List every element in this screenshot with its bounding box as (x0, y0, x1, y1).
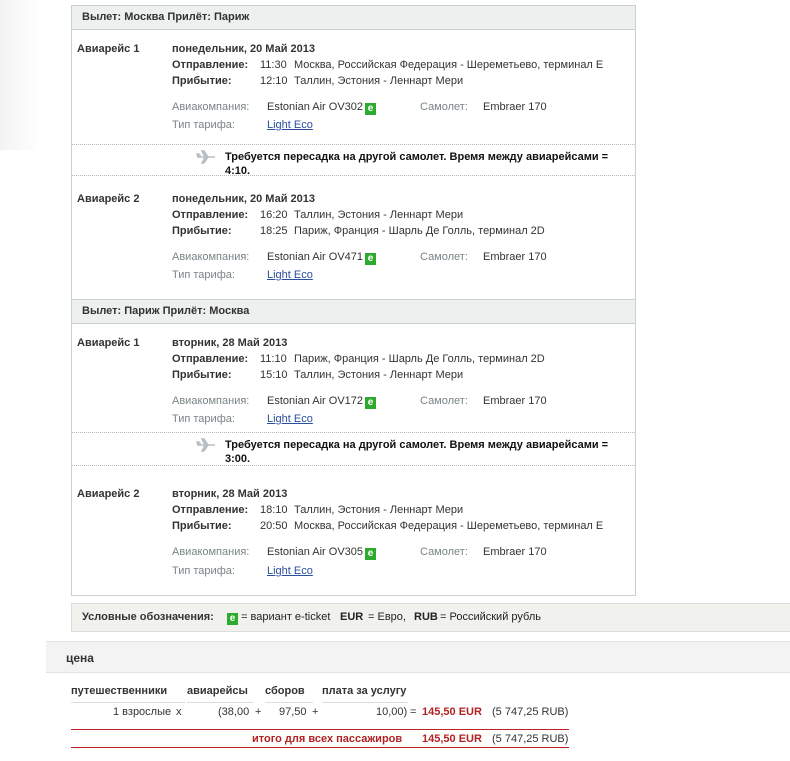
plus-sign: + (255, 706, 262, 718)
departure-label: Отправление: (172, 353, 249, 365)
header-underline (322, 702, 408, 703)
flight-label: Авиарейс 2 (77, 488, 140, 500)
fare-link[interactable]: Light Eco (267, 269, 313, 281)
departure-time: 18:10 (260, 504, 288, 516)
equals-sign: = (410, 706, 417, 718)
arrival-time: 15:10 (260, 369, 288, 381)
legend-eticket-text: = вариант e-ticket (241, 611, 331, 623)
service-amount: 10,00) (376, 706, 408, 718)
legend-eur-text: = Евро, (368, 611, 406, 623)
outbound-itinerary (71, 5, 636, 300)
airplane-icon (196, 438, 216, 452)
col-header-service: плата за услугу (322, 685, 407, 697)
total-top-rule (71, 729, 569, 730)
flight-date: понедельник, 20 Май 2013 (172, 193, 315, 205)
airline-label: Авиакомпания: (172, 101, 250, 113)
inbound-itinerary (71, 299, 636, 596)
arrival-place: Париж, Франция - Шарль Де Голль, терминал 2D (294, 225, 545, 237)
departure-time: 11:10 (260, 353, 287, 365)
outbound-header: Вылет: Москва Прилёт: Париж (72, 6, 635, 30)
aircraft-label: Самолет: (420, 395, 468, 407)
aircraft-value: Embraer 170 (483, 101, 547, 113)
legend-rub-text: = Российский рубль (440, 611, 541, 623)
header-underline (187, 702, 253, 703)
fare-label: Тип тарифа: (172, 413, 235, 425)
aircraft-value: Embraer 170 (483, 546, 547, 558)
arrival-time: 20:50 (260, 520, 288, 532)
departure-label: Отправление: (172, 504, 249, 516)
col-header-flights: авиарейсы (187, 685, 248, 697)
price-title: цена (66, 651, 94, 665)
col-header-fees: сборов (265, 685, 305, 697)
connection-message: Требуется пересадка на другой самолет. Время между авиарейсами = 3:00. (225, 439, 609, 465)
arrival-label: Прибытие: (172, 225, 232, 237)
arrival-time: 18:25 (260, 225, 288, 237)
flight-date: понедельник, 20 Май 2013 (172, 43, 315, 55)
left-shade (0, 0, 40, 150)
departure-place: Париж, Франция - Шарль Де Голль, терминал 2D (294, 353, 545, 365)
airline-name: Estonian Air OV305 (267, 546, 364, 558)
arrival-place: Таллин, Эстония - Леннарт Мери (294, 75, 464, 87)
flight-label: Авиарейс 1 (77, 43, 140, 55)
eticket-icon: e (365, 103, 376, 115)
departure-label: Отправление: (172, 59, 249, 71)
arrival-label: Прибытие: (172, 369, 232, 381)
connection-notice (72, 144, 635, 176)
total-bottom-rule (71, 747, 569, 748)
inbound-header: Вылет: Париж Прилёт: Москва (72, 300, 635, 324)
airline-name: Estonian Air OV302 (267, 101, 364, 113)
legend-title: Условные обозначения: (82, 611, 214, 623)
total-rub: (5 747,25 RUB) (492, 733, 569, 745)
eticket-icon: e (365, 548, 376, 560)
airplane-icon (196, 150, 216, 164)
fare-label: Тип тарифа: (172, 565, 235, 577)
legend-rub-code: RUB (414, 611, 438, 623)
fare-label: Тип тарифа: (172, 269, 235, 281)
connection-message: Требуется пересадка на другой самолет. Время между авиарейсами = 4:10. (225, 151, 609, 177)
flights-amount: (38,00 (218, 706, 250, 718)
aircraft-value: Embraer 170 (483, 395, 547, 407)
departure-time: 11:30 (260, 59, 287, 71)
flight-date: вторник, 28 Май 2013 (172, 337, 288, 349)
departure-place: Таллин, Эстония - Леннарт Мери (294, 209, 464, 221)
price-section-header (46, 641, 790, 673)
departure-place: Таллин, Эстония - Леннарт Мери (294, 504, 464, 516)
arrival-place: Таллин, Эстония - Леннарт Мери (294, 369, 464, 381)
arrival-place: Москва, Российская Федерация - Шереметьево, терминал E (294, 520, 604, 532)
airline-value (267, 395, 376, 409)
legend-bar (71, 603, 790, 632)
airline-value (267, 101, 376, 115)
aircraft-label: Самолет: (420, 546, 468, 558)
departure-place: Москва, Российская Федерация - Шереметьево, терминал E (294, 59, 604, 71)
connection-notice (72, 432, 635, 466)
airline-label: Авиакомпания: (172, 395, 250, 407)
total-label: итого для всех пассажиров (252, 733, 403, 745)
header-underline (265, 702, 313, 703)
airline-value (267, 251, 376, 265)
flight-label: Авиарейс 1 (77, 337, 140, 349)
total-eur: 145,50 EUR (422, 733, 482, 745)
airline-value (267, 546, 376, 560)
airline-name: Estonian Air OV172 (267, 395, 364, 407)
aircraft-label: Самолет: (420, 101, 468, 113)
row-total-eur: 145,50 EUR (422, 706, 482, 718)
flight-date: вторник, 28 Май 2013 (172, 488, 288, 500)
eticket-icon: e (365, 397, 376, 409)
airline-label: Авиакомпания: (172, 546, 250, 558)
aircraft-label: Самолет: (420, 251, 468, 263)
arrival-label: Прибытие: (172, 75, 232, 87)
eticket-icon: e (365, 253, 376, 265)
plus-sign: + (312, 706, 319, 718)
fare-link[interactable]: Light Eco (267, 119, 313, 131)
aircraft-value: Embraer 170 (483, 251, 547, 263)
eticket-icon: e (227, 613, 238, 625)
col-header-travellers: путешественники (71, 685, 168, 697)
arrival-time: 12:10 (260, 75, 288, 87)
departure-time: 16:20 (260, 209, 288, 221)
legend-eur-code: EUR (340, 611, 364, 623)
fare-link[interactable]: Light Eco (267, 565, 313, 577)
flight-label: Авиарейс 2 (77, 193, 140, 205)
departure-label: Отправление: (172, 209, 249, 221)
airline-name: Estonian Air OV471 (267, 251, 364, 263)
travellers-count: 1 взрослые (113, 706, 172, 718)
airline-label: Авиакомпания: (172, 251, 250, 263)
fees-amount: 97,50 (279, 706, 307, 718)
arrival-label: Прибытие: (172, 520, 232, 532)
multiply-sign: x (176, 706, 182, 718)
fare-label: Тип тарифа: (172, 119, 235, 131)
legend-eticket (227, 611, 330, 625)
fare-link[interactable]: Light Eco (267, 413, 313, 425)
row-total-rub: (5 747,25 RUB) (492, 706, 569, 718)
header-underline (71, 702, 185, 703)
